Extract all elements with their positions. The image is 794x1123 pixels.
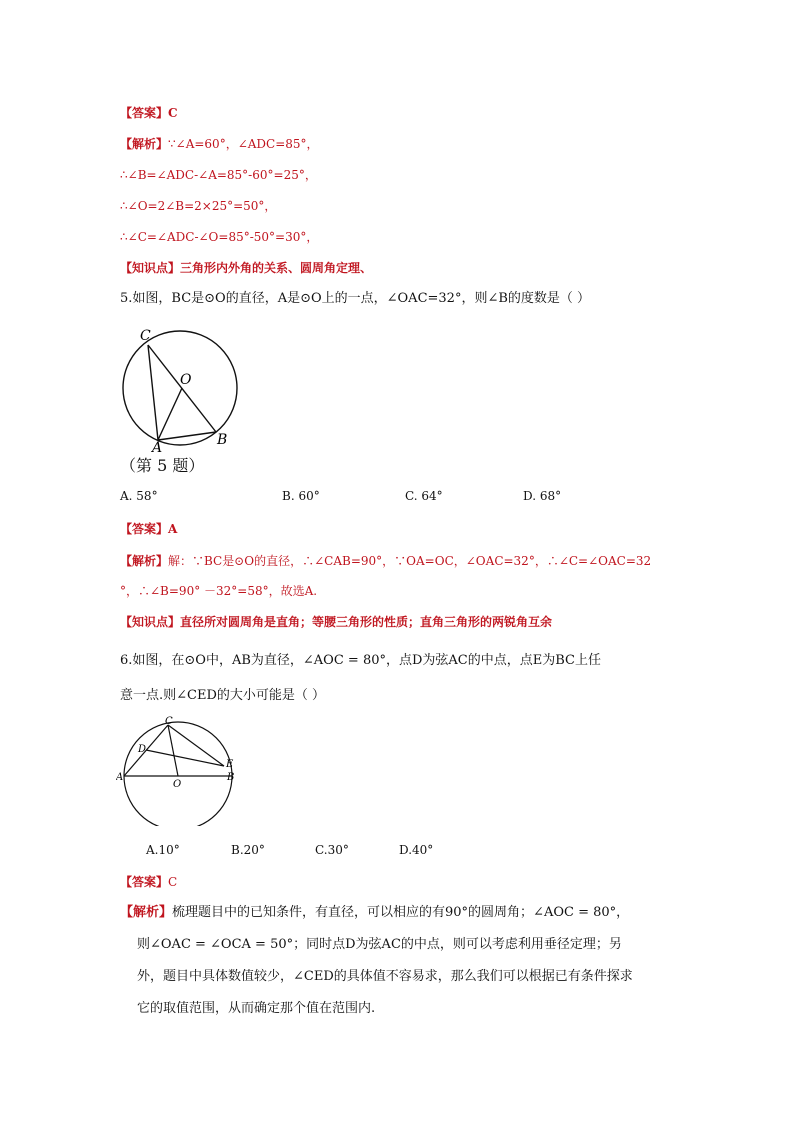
q6-analysis-2: 则∠OAC = ∠OCA = 50°；同时点D为弦AC的中点，则可以考虑利用垂径定理；另 — [137, 937, 622, 952]
q6-analysis-1: 【解析】梳理题目中的已知条件，有直径，可以相应的有90°的圆周角；∠AOC = 80°， — [120, 905, 630, 920]
label-o: O — [180, 372, 192, 388]
label-c: C — [140, 328, 151, 344]
question-5-figure — [118, 322, 248, 452]
q6-option-d: D.40° — [399, 843, 434, 857]
question-6-figure — [116, 716, 242, 826]
segment-ao — [158, 388, 182, 440]
chord-ca — [148, 345, 158, 440]
knowledge-point-1: 【知识点】三角形内外角的关系、圆周角定理、 — [120, 261, 373, 275]
figure-5-caption: （第 5 题） — [120, 456, 205, 475]
analysis-line-4: ∴∠C=∠ADC-∠O=85°-50°=30°， — [120, 230, 319, 244]
question-6-stem-2: 意一点.则∠CED的大小可能是（ ） — [120, 688, 326, 703]
q6-option-b: B.20° — [231, 843, 265, 857]
circle-o — [123, 331, 237, 445]
label-b-6: B — [227, 772, 235, 783]
label-b: B — [217, 432, 228, 448]
q6-analysis-4: 它的取值范围，从而确定那个值在范围内. — [137, 1001, 376, 1016]
q6-analysis-3: 外，题目中具体数值较少，∠CED的具体值不容易求，那么我们可以根据已有条件探求 — [137, 969, 633, 984]
label-c-6: C — [165, 716, 173, 727]
q5-option-b: B. 60° — [282, 489, 320, 503]
q6-option-a: A.10° — [146, 843, 180, 857]
q6-answer: 【答案】C — [120, 875, 178, 889]
segment-co-6 — [168, 725, 178, 776]
q5-knowledge-point: 【知识点】直径所对圆周角是直角；等腰三角形的性质；直角三角形的两锐角互余 — [120, 615, 553, 629]
q5-answer: 【答案】A — [120, 522, 178, 536]
label-o-6: O — [173, 779, 182, 790]
answer-line-1: 【答案】C — [120, 106, 178, 120]
label-e-6: E — [226, 759, 234, 770]
q5-option-c: C. 64° — [405, 489, 443, 503]
q6-option-c: C.30° — [315, 843, 349, 857]
q5-analysis-2: °，∴∠B=90° －32°=58°，故选A. — [120, 584, 318, 598]
label-a-6: A — [116, 772, 124, 783]
analysis-line-1: 【解析】∵∠A=60°，∠ADC=85°， — [120, 137, 319, 151]
q5-option-a: A. 58° — [120, 489, 158, 503]
q5-option-d: D. 68° — [523, 489, 562, 503]
label-a: A — [152, 440, 163, 452]
analysis-line-3: ∴∠O=2∠B=2×25°=50°， — [120, 199, 277, 213]
label-d-6: D — [138, 744, 147, 755]
q5-analysis-1: 【解析】解：∵BC是⊙O的直径，∴∠CAB=90°，∵OA=OC，∠OAC=32°，∴∠C=∠OAC=32 — [120, 554, 652, 568]
question-6-stem-1: 6.如图，在⊙O中，AB为直径，∠AOC = 80°，点D为弦AC的中点，点E为BC上任 — [120, 653, 601, 668]
analysis-line-2: ∴∠B=∠ADC-∠A=85°-60°=25°， — [120, 168, 317, 182]
question-5-stem: 5.如图，BC是⊙O的直径，A是⊙O上的一点，∠OAC=32°，则∠B的度数是（ ） — [120, 291, 591, 306]
